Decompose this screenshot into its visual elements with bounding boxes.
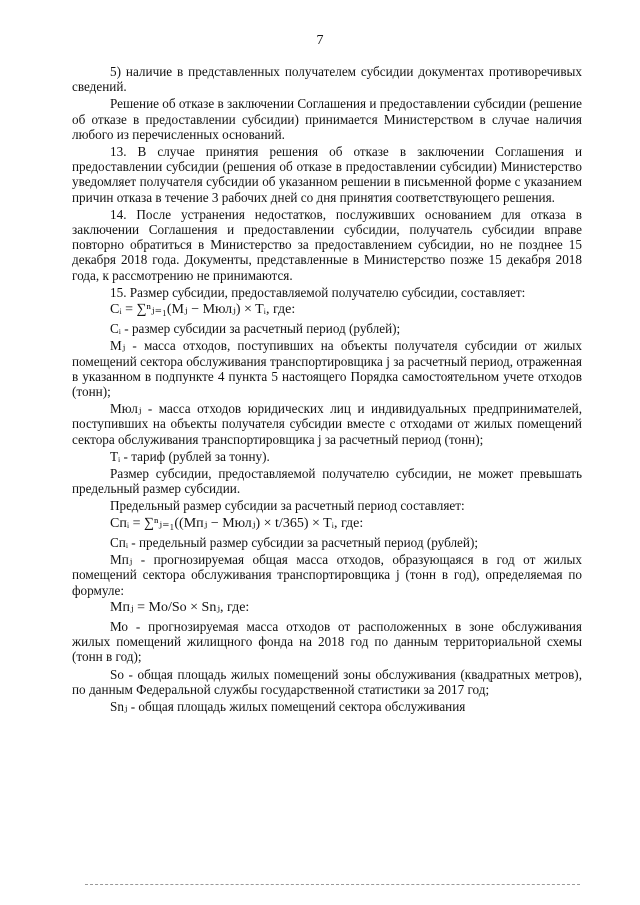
definition-mpj: Мпⱼ - прогнозируемая общая масса отходов, образующаяся в год от жилых помещений сектора обслуживания транспортировщика j (тонн в год), определяемая по формуле: xyxy=(72,552,582,598)
definition-mo: Мо - прогнозируемая масса отходов от расположенных в зоне обслуживания жилых помещений жилищного фонда на 2018 год по данным территориальной схемы (тонн в год); xyxy=(72,618,582,665)
definition-ci: Cᵢ - размер субсидии за расчетный период (рублей); xyxy=(110,321,401,337)
definition-snj: Snⱼ - общая площадь жилых помещений сектора обслуживания xyxy=(110,698,466,714)
paragraph-refusal-decision: Решение об отказе в заключении Соглашения и предоставлении субсидии (решение об отказе в предоставлении субсидии) принимается Министерством в случае наличия любого из перечисленных оснований. xyxy=(72,96,582,142)
definition-mulj: Мюлⱼ - масса отходов юридических лиц и индивидуальных предпринимателей, поступивших на объекты получателя субсидии вместе с отходами от жилых помещений сектора обслуживания транспортировщика j за расчетный период (тонн); xyxy=(72,401,582,447)
page-number: 7 xyxy=(316,33,324,48)
formula-mass: Mпⱼ = Mo/So × Snⱼ, где: xyxy=(110,599,250,615)
formula-limit: Спᵢ = ∑ⁿⱼ₌₁((Mпⱼ − Mюлⱼ) × t/365) × Tᵢ, где: xyxy=(110,515,364,531)
definition-so: So - общая площадь жилых помещений зоны обслуживания (квадратных метров), по данным Федеральной службы государственной статистики за 2017 год; xyxy=(72,666,582,697)
definition-ti: Tᵢ - тариф (рублей за тонну). xyxy=(110,448,270,464)
paragraph-13: 13. В случае принятия решения об отказе в заключении Соглашения и предоставлении субсидии (решения об отказе в предоставлении субсидии) Министерство уведомляет получателя субсидии об указанном решении в письменной форме с указанием причин отказа в течение 3 рабочих дней со дня принятия соответствующего решения. xyxy=(72,144,582,205)
paragraph-15: 15. Размер субсидии, предоставляемой получателю субсидии, составляет: xyxy=(110,284,526,300)
paragraph-limit-formula-intro: Предельный размер субсидии за расчетный период составляет: xyxy=(110,498,465,514)
scan-edge-line xyxy=(85,884,580,885)
definition-mj: Mⱼ - масса отходов, поступивших на объекты получателя субсидии от жилых помещений сектора обслуживания транспортировщика j за расчетный период, отраженная в указанном в подпункте 4 пункта 5 настоящего Порядка самостоятельном учете отходов (тонн); xyxy=(72,338,582,400)
paragraph-limit: Размер субсидии, предоставляемой получателю субсидии, не может превышать предельный размер субсидии. xyxy=(72,466,582,497)
paragraph-item-5: 5) наличие в представленных получателем субсидии документах противоречивых сведений. xyxy=(72,64,582,95)
paragraph-14: 14. После устранения недостатков, послуживших основанием для отказа в заключении Соглашения и предоставлении субсидии, получатель субсидии вправе повторно обратиться в Министерство за предоставлением субсидии, но не позднее 15 декабря 2018 года. Документы, представленные в Министерство позже 15 декабря 2018 года, к рассмотрению не принимаются. xyxy=(72,206,582,283)
definition-cpi: Спᵢ - предельный размер субсидии за расчетный период (рублей); xyxy=(110,534,479,550)
document-body xyxy=(72,64,582,716)
formula-subsidy: Cᵢ = ∑ⁿⱼ₌₁(Mⱼ − Mюлⱼ) × Tᵢ, где: xyxy=(110,302,296,318)
